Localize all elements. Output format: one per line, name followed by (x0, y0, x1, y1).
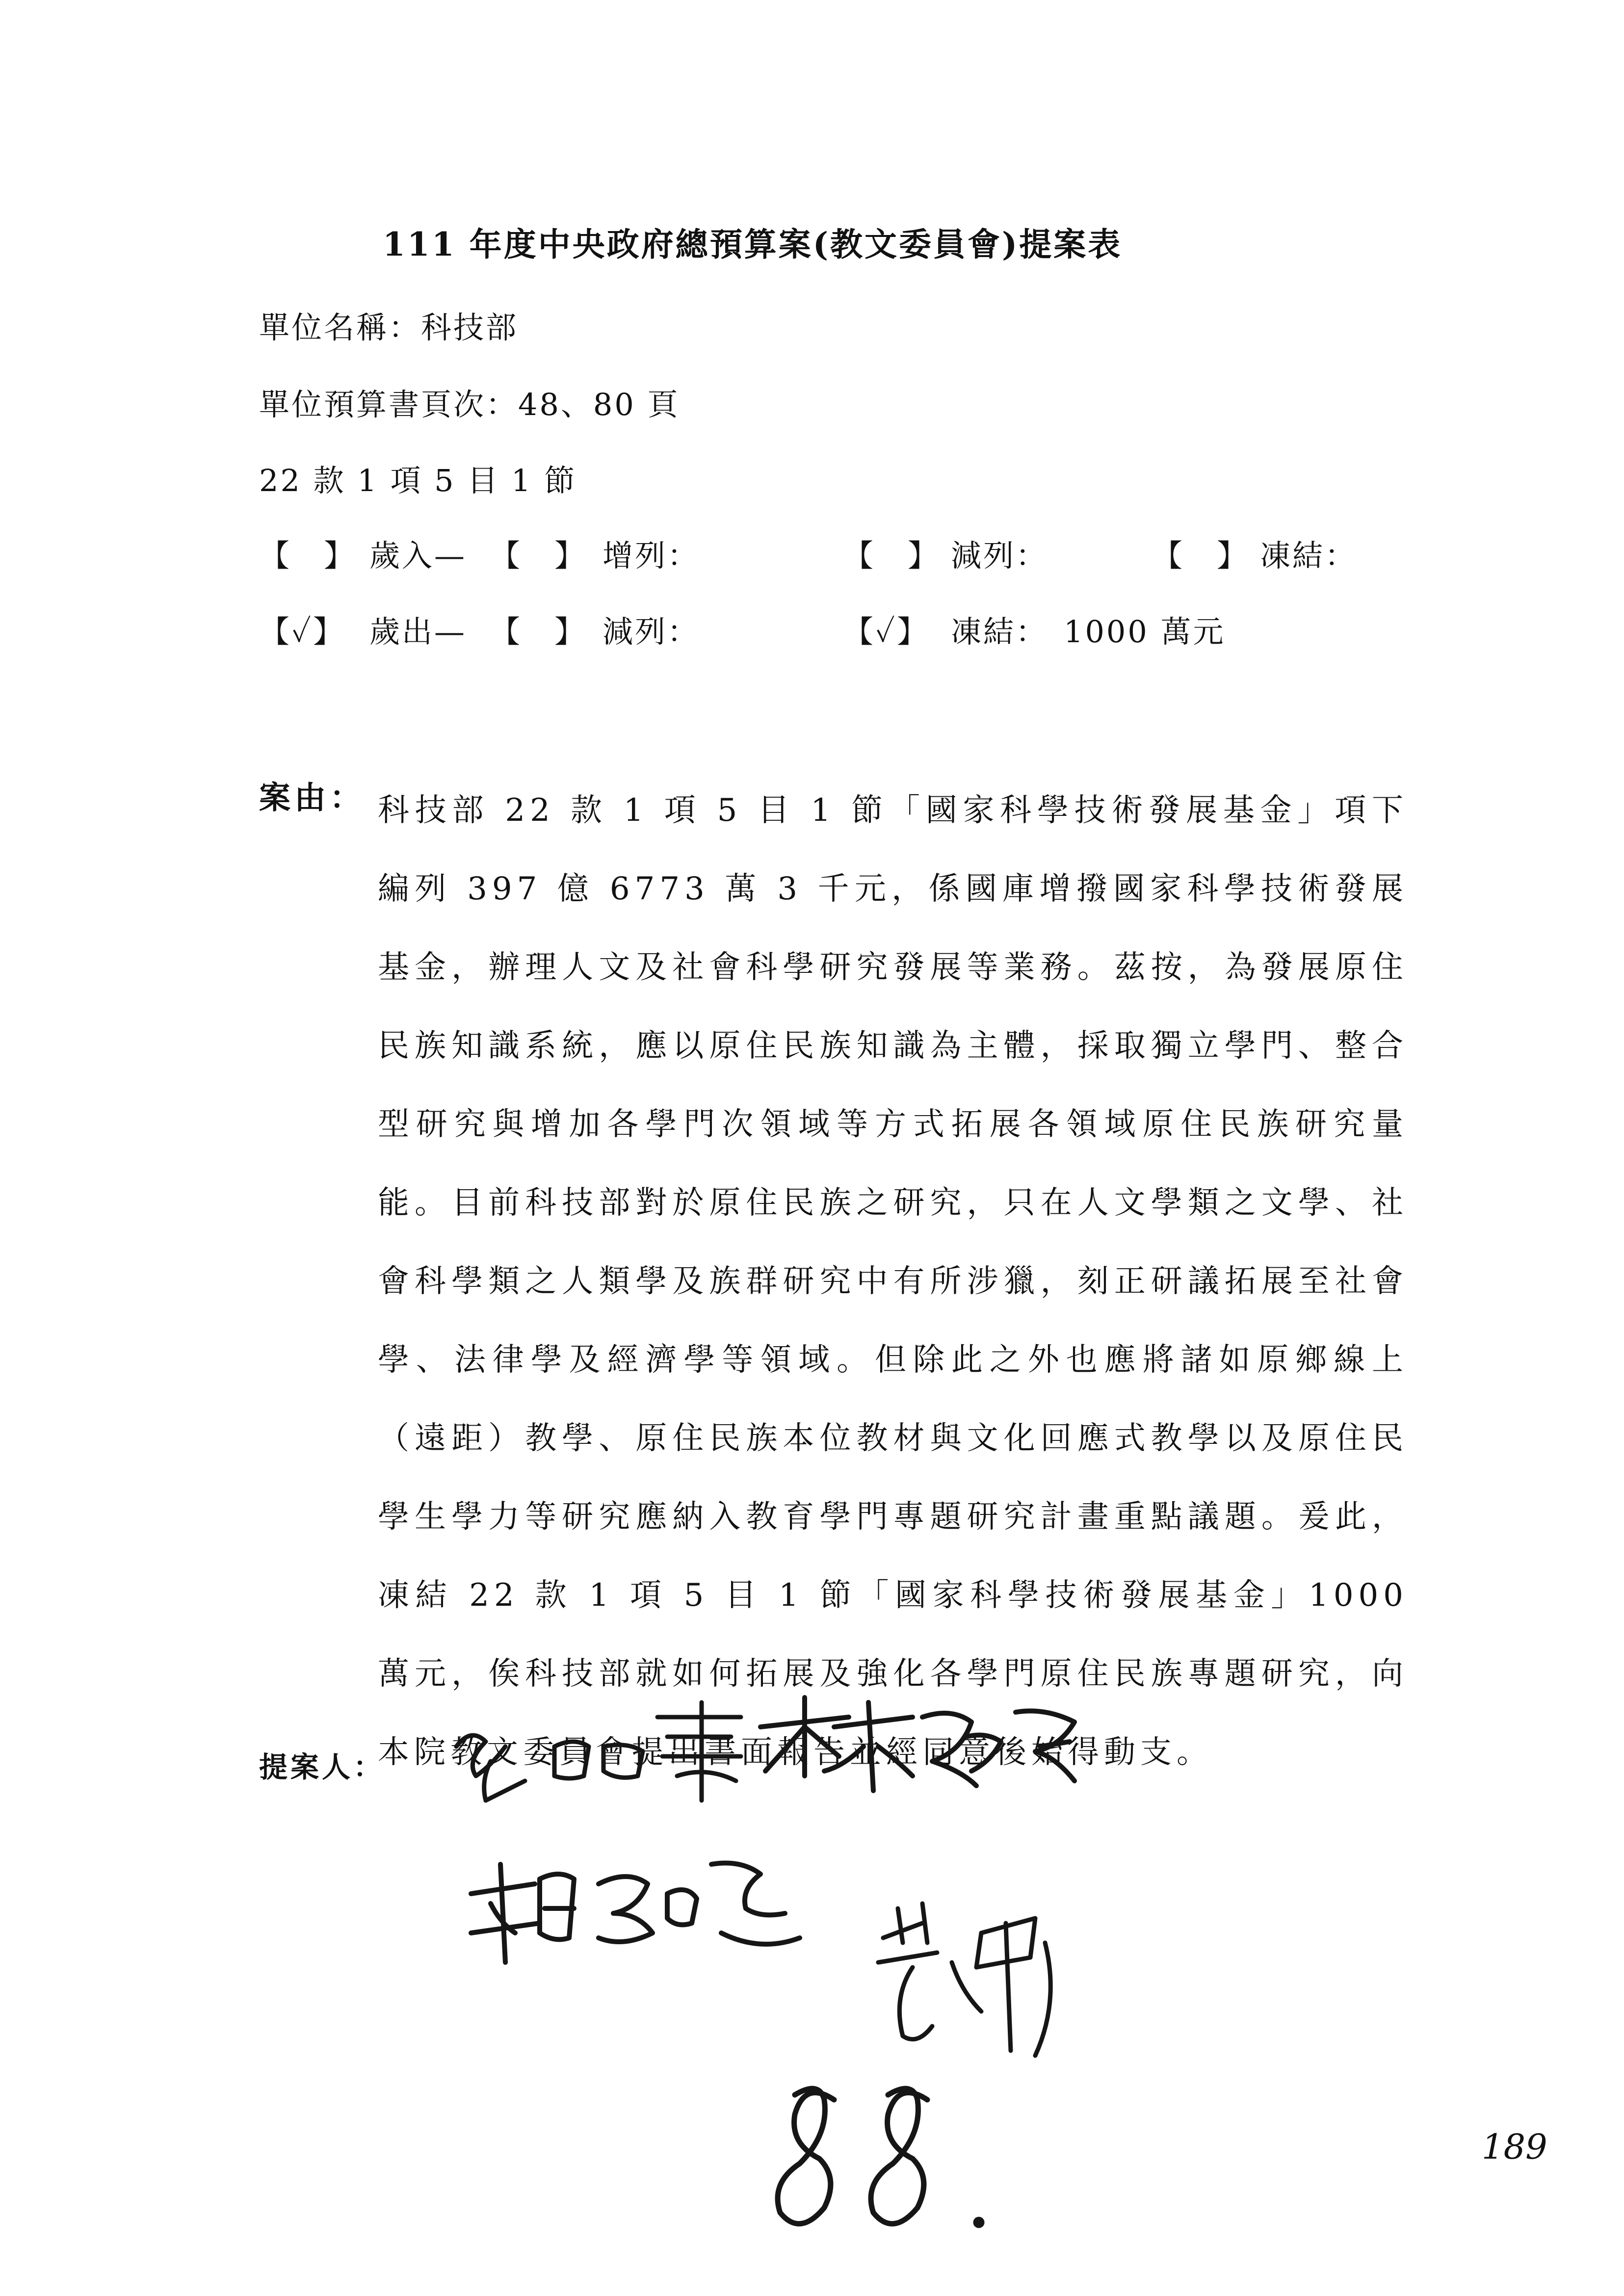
expenditure-decrease-checkbox[interactable]: 【 】 (490, 614, 587, 650)
unit-name-label: 單位名稱： (259, 310, 421, 345)
signature-1 (456, 1702, 741, 1800)
revenue-freeze-checkbox[interactable]: 【 】 (1152, 538, 1250, 574)
revenue-checkbox[interactable]: 【 】 (259, 538, 357, 574)
signature-2 (760, 1697, 1074, 1791)
proposer-label: 提案人： (259, 1750, 385, 1784)
revenue-decrease-checkbox[interactable]: 【 】 (843, 538, 941, 574)
revenue-decrease-label: 減列： (951, 538, 1048, 574)
expenditure-freeze-label: 凍結： (951, 614, 1048, 650)
budget-item-field: 22 款 1 項 5 目 1 節 (259, 463, 577, 498)
reason-text: 科技部 22 款 1 項 5 目 1 節「國家科學技術發展基金」項下編列 397 億 6773 萬 3 千元，係國庫增撥國家科學技術發展基金，辦理人文及社會科學研究發展等業務。茲按，為發展原住民族知識系統，應以原住民族知識為主體，採取獨立學門、整合型研究與增加各學門次領域等方式拓展各領域原住民族研究量能。目前科技部對於原住民族之研究，只在人文學類之文學、社會科學類之人類學及族群研究中有所涉獵，刻正研議拓展至社會學、法律學及經濟學等領域。但除此之外也應將諸如原鄉線上（遠距）教學、原住民族本位教材與文化回應式教學以及原住民學生學力等研究應納入教育學門專題研究計畫重點議題。爰此，凍結 22 款 1 項 5 目 1 節「國家科學技術發展基金」1000 萬元，俟科技部就如何拓展及強化各學門原住民族專題研究，向本院教文委員會提出書面報告並經同意後始得動支。 (378, 792, 1408, 1771)
reason-label: 案由： (259, 780, 365, 816)
budget-pages-label: 單位預算書頁次： (259, 387, 519, 422)
expenditure-checkbox[interactable]: 【✓】 (259, 614, 345, 650)
expenditure-decrease-label: 減列： (602, 614, 700, 650)
expenditure-freeze-amount: 1000 萬元 (1064, 614, 1226, 650)
revenue-label: 歲入— (369, 538, 467, 574)
signature-4 (878, 1904, 1050, 2056)
expenditure-label: 歲出— (369, 614, 467, 650)
revenue-increase-checkbox[interactable]: 【 】 (490, 538, 587, 574)
page-number: 189 (1482, 2127, 1547, 2167)
budget-pages-value: 48、80 頁 (518, 387, 680, 422)
revenue-freeze-label: 凍結： (1260, 538, 1358, 574)
revenue-increase-label: 增列： (602, 538, 700, 574)
expenditure-freeze-checkbox[interactable]: 【✓】 (843, 614, 929, 650)
signature-5 (778, 2088, 982, 2225)
signature-3 (471, 1863, 800, 1963)
document-title: 111 年度中央政府總預算案(教文委員會)提案表 (383, 225, 1123, 263)
unit-name-value: 科技部 (421, 310, 519, 345)
